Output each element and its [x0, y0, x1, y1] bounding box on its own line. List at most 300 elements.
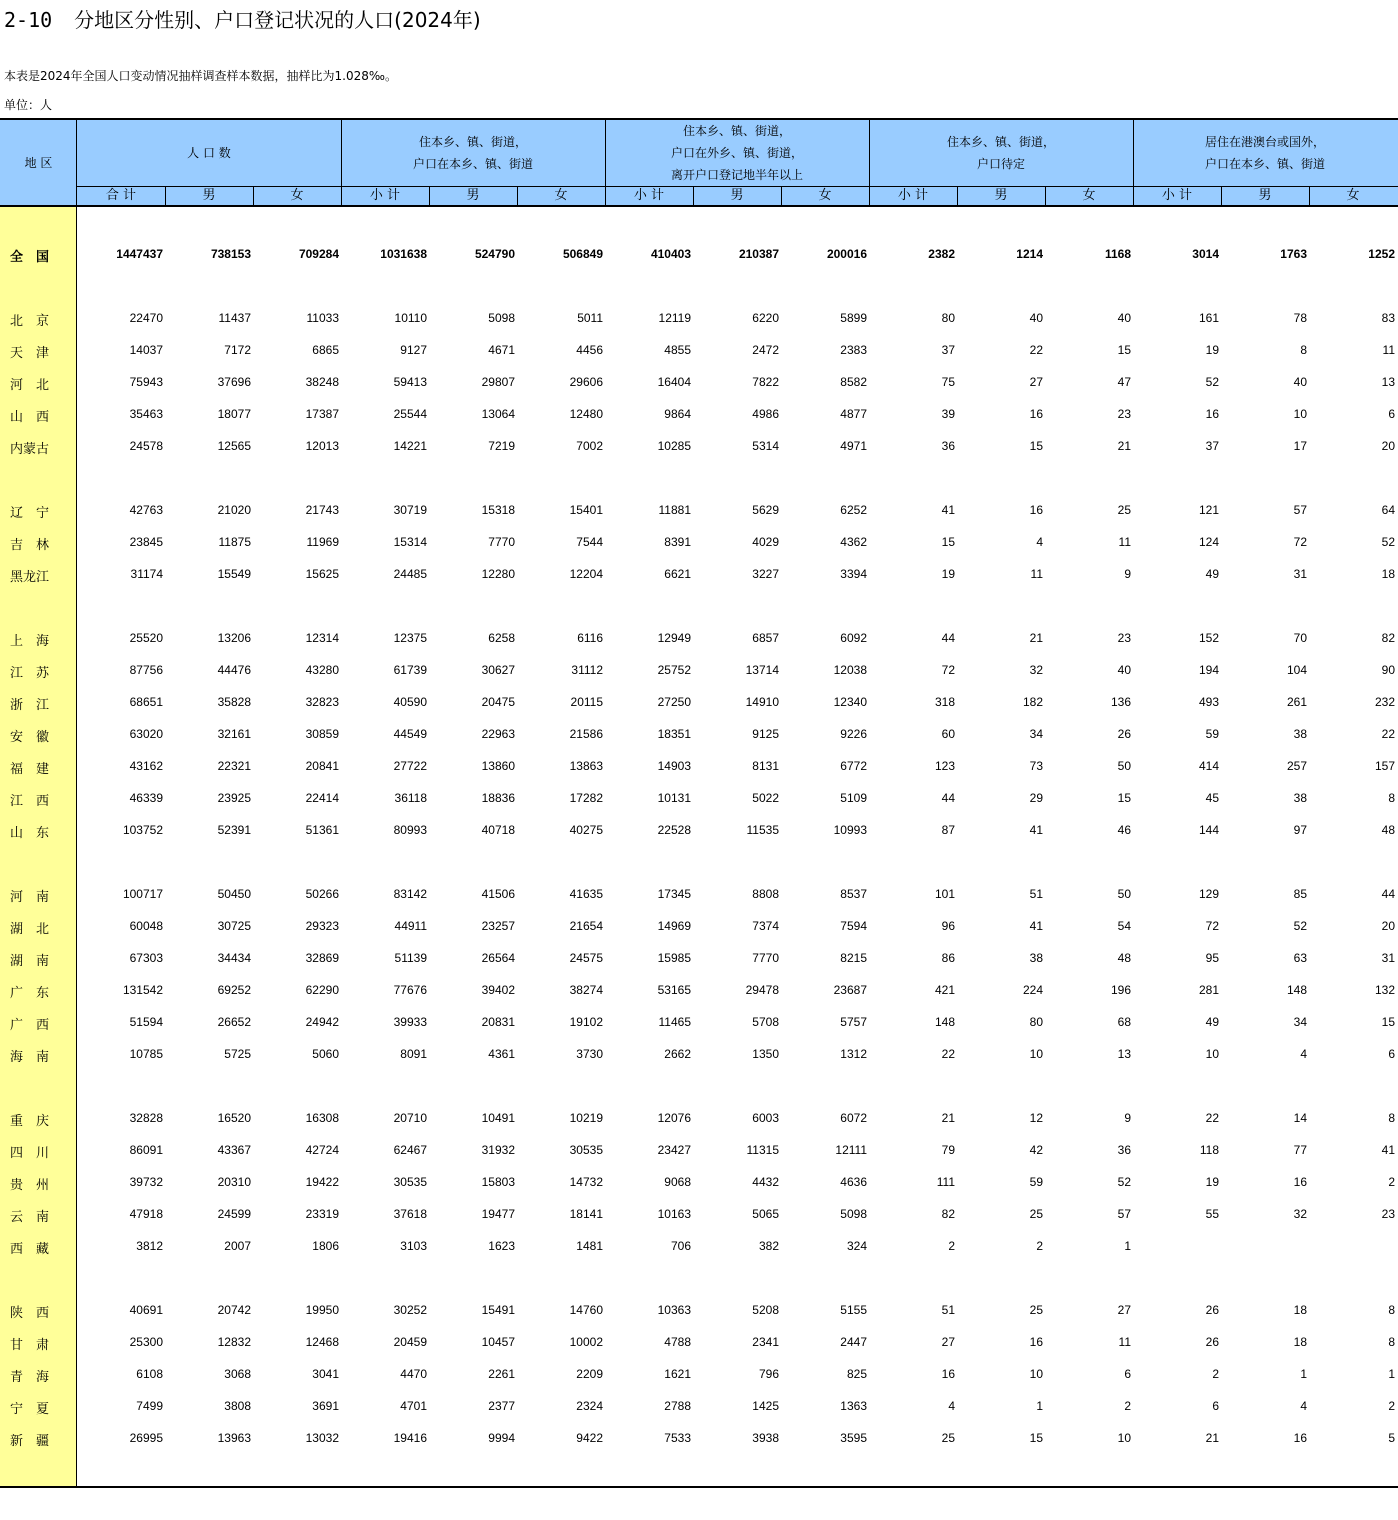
group-header-line: 住本乡、镇、街道， [946, 135, 1055, 149]
table-cell: 4788 [664, 1335, 691, 1349]
table-cell: 46 [1117, 823, 1131, 837]
table-cell: 8131 [752, 759, 779, 773]
table-cell: 1425 [752, 1399, 779, 1413]
table-cell: 13860 [481, 759, 515, 773]
region-name: 河 南 [10, 890, 50, 905]
table-cell: 23687 [833, 983, 867, 997]
table-cell: 27722 [393, 759, 427, 773]
table-cell: 3812 [136, 1239, 163, 1253]
table-cell: 196 [1110, 983, 1131, 997]
table-cell: 46339 [129, 791, 163, 805]
table-cell: 12565 [217, 439, 251, 453]
table-cell: 41 [1381, 1143, 1395, 1157]
region-name: 广 东 [10, 986, 50, 1001]
subheader-total: 小 计 [633, 188, 665, 203]
group-header-line: 离开户口登记地半年以上 [670, 168, 803, 182]
subheader-total: 小 计 [1161, 188, 1193, 203]
table-cell: 39933 [393, 1015, 427, 1029]
table-cell: 34434 [217, 951, 251, 965]
title-number: 2-10 [4, 8, 53, 32]
region-name: 黑龙江 [10, 570, 50, 585]
group-header-line: 居住在港澳台或国外， [1204, 135, 1325, 149]
table-cell: 16520 [217, 1111, 251, 1125]
table-cell: 19950 [305, 1303, 339, 1317]
table-cell: 5065 [752, 1207, 779, 1221]
table-cell: 9422 [576, 1431, 603, 1445]
table-cell: 25 [1029, 1207, 1043, 1221]
table-cell: 52 [1205, 375, 1219, 389]
table-cell: 32161 [217, 727, 251, 741]
table-cell: 40 [1029, 311, 1043, 325]
table-cell: 1031638 [380, 247, 427, 261]
table-cell: 44476 [217, 663, 251, 677]
table-cell: 131542 [122, 983, 163, 997]
table-cell: 31174 [130, 567, 163, 581]
table-cell: 1763 [1280, 247, 1307, 261]
table-cell: 18077 [217, 407, 251, 421]
table-cell: 29478 [745, 983, 779, 997]
group-header [1133, 120, 1397, 186]
table-cell: 23257 [481, 919, 515, 933]
table-cell: 2 [948, 1239, 955, 1253]
table-cell: 39402 [481, 983, 515, 997]
table-cell: 11969 [306, 535, 339, 549]
table-cell: 15 [1029, 439, 1043, 453]
region-column [0, 207, 77, 1486]
table-cell: 5757 [840, 1015, 867, 1029]
table-cell: 23 [1117, 407, 1131, 421]
table-cell: 6865 [312, 343, 339, 357]
table-cell: 18351 [657, 727, 691, 741]
region-name: 四 川 [10, 1146, 50, 1161]
table-cell: 41506 [481, 887, 515, 901]
table-cell: 62290 [305, 983, 339, 997]
region-name: 云 南 [10, 1210, 50, 1225]
table-cell: 26 [1117, 727, 1131, 741]
table-cell: 13064 [481, 407, 515, 421]
table-cell: 12119 [658, 311, 691, 325]
table-cell: 493 [1198, 695, 1219, 709]
table-cell: 12 [1029, 1111, 1043, 1125]
table-cell: 6003 [752, 1111, 779, 1125]
table-cell: 5708 [752, 1015, 779, 1029]
table-cell: 64 [1381, 503, 1395, 517]
table-cell: 43162 [129, 759, 163, 773]
table-cell: 15625 [305, 567, 339, 581]
table-cell: 62467 [393, 1143, 427, 1157]
table-cell: 12375 [393, 631, 427, 645]
table-cell: 16 [1029, 503, 1043, 517]
table-cell: 44 [1381, 887, 1395, 901]
table-cell: 26564 [481, 951, 515, 965]
table-cell: 8537 [840, 887, 867, 901]
table-cell: 21020 [217, 503, 251, 517]
table-cell: 10131 [657, 791, 691, 805]
table-cell: 31 [1381, 951, 1395, 965]
table-cell: 706 [670, 1239, 691, 1253]
table-cell: 68651 [129, 695, 163, 709]
table-cell: 2472 [752, 343, 779, 357]
table-cell: 27 [941, 1335, 955, 1349]
table-cell: 4986 [752, 407, 779, 421]
region-name: 安 徽 [10, 730, 50, 745]
table-cell: 14760 [569, 1303, 603, 1317]
subheader-female: 女 [1082, 188, 1096, 203]
table-cell: 10163 [657, 1207, 691, 1221]
table-cell: 20831 [481, 1015, 515, 1029]
table-cell: 2 [1388, 1175, 1395, 1189]
table-cell: 15 [1029, 1431, 1043, 1445]
table-cell: 59413 [393, 375, 427, 389]
table-cell: 15549 [217, 567, 251, 581]
table-cell: 77676 [393, 983, 427, 997]
region-name: 吉 林 [10, 538, 50, 553]
table-cell: 78 [1293, 311, 1307, 325]
region-name: 海 南 [10, 1050, 50, 1065]
table-cell: 67303 [129, 951, 163, 965]
table-cell: 16 [1293, 1431, 1307, 1445]
table-cell: 6 [1212, 1399, 1219, 1413]
table-cell: 31 [1293, 567, 1307, 581]
table-cell: 35463 [129, 407, 163, 421]
table-cell: 10 [1029, 1367, 1043, 1381]
subheader-divider-v [693, 186, 694, 205]
table-cell: 148 [1286, 983, 1307, 997]
table-cell: 19422 [305, 1175, 339, 1189]
table-cell: 2788 [664, 1399, 691, 1413]
table-cell: 59 [1029, 1175, 1043, 1189]
table-cell: 100717 [122, 887, 163, 901]
table-cell: 23 [1381, 1207, 1395, 1221]
table-cell: 18 [1293, 1335, 1307, 1349]
table-cell: 11 [1118, 1335, 1131, 1349]
table-cell: 15 [1117, 791, 1131, 805]
subheader-female: 女 [1346, 188, 1360, 203]
table-cell: 10491 [481, 1111, 515, 1125]
table-cell: 14037 [129, 343, 163, 357]
table-cell: 3014 [1192, 247, 1219, 261]
table-cell: 22321 [217, 759, 251, 773]
table-cell: 82 [1381, 631, 1395, 645]
table-cell: 261 [1286, 695, 1307, 709]
table-cell: 7544 [576, 535, 603, 549]
table-cell: 30535 [569, 1143, 603, 1157]
table-cell: 9125 [752, 727, 779, 741]
table-cell: 2209 [576, 1367, 603, 1381]
table-cell: 87756 [129, 663, 163, 677]
table-cell: 17282 [569, 791, 603, 805]
table-cell: 17345 [657, 887, 691, 901]
region-name: 西 藏 [10, 1242, 50, 1257]
table-cell: 11535 [746, 823, 779, 837]
table-cell: 9864 [664, 407, 691, 421]
region-name: 辽 宁 [10, 506, 50, 521]
region-name: 全 国 [10, 250, 50, 265]
table-cell: 10993 [833, 823, 867, 837]
table-cell: 19477 [481, 1207, 515, 1221]
table-cell: 26652 [217, 1015, 251, 1029]
table-cell: 12111 [835, 1143, 867, 1157]
table-cell: 144 [1198, 823, 1219, 837]
table-cell: 11 [1382, 343, 1395, 357]
region-name: 上 海 [10, 634, 50, 649]
table-cell: 25 [1029, 1303, 1043, 1317]
table-cell: 7822 [752, 375, 779, 389]
table-cell: 5098 [840, 1207, 867, 1221]
table-cell: 15 [1381, 1015, 1395, 1029]
table-cell: 111 [936, 1175, 955, 1189]
table-cell: 4361 [488, 1047, 515, 1061]
table-cell: 11875 [218, 535, 251, 549]
table-cell: 29606 [569, 375, 603, 389]
table-cell: 45 [1205, 791, 1219, 805]
table-cell: 524790 [474, 247, 515, 261]
table-cell: 8 [1388, 1303, 1395, 1317]
table-cell: 90 [1381, 663, 1395, 677]
group-header-line: 户口在本乡、镇、街道 [1204, 157, 1325, 171]
table-cell: 6108 [136, 1367, 163, 1381]
table-cell: 7219 [488, 439, 515, 453]
table-cell: 20475 [481, 695, 515, 709]
table-cell: 86091 [129, 1143, 163, 1157]
table-cell: 2662 [664, 1047, 691, 1061]
table-cell: 8582 [840, 375, 867, 389]
table-cell: 19102 [569, 1015, 603, 1029]
table-cell: 22 [1029, 343, 1043, 357]
table-cell: 42763 [129, 503, 163, 517]
table-cell: 8215 [840, 951, 867, 965]
table-cell: 51594 [129, 1015, 163, 1029]
table-cell: 21 [1205, 1431, 1219, 1445]
table-cell: 30719 [393, 503, 427, 517]
table-cell: 32869 [305, 951, 339, 965]
table-cell: 52 [1381, 535, 1395, 549]
table-cell: 1806 [312, 1239, 339, 1253]
table-cell: 15314 [393, 535, 427, 549]
table-cell: 75 [941, 375, 955, 389]
subheader-divider-v [1221, 186, 1222, 205]
subheader-female: 女 [554, 188, 568, 203]
group-header-line: 人 口 数 [187, 146, 231, 160]
table-cell: 50266 [305, 887, 339, 901]
table-cell: 1 [1124, 1239, 1131, 1253]
table-cell: 19 [1205, 1175, 1219, 1189]
table-cell: 15 [941, 535, 955, 549]
table-cell: 5 [1388, 1431, 1395, 1445]
table-cell: 7002 [576, 439, 603, 453]
group-header-line: 住本乡、镇、街道， [682, 124, 791, 138]
table-cell: 5155 [840, 1303, 867, 1317]
table-cell: 42 [1029, 1143, 1043, 1157]
table-cell: 61739 [393, 663, 427, 677]
table-cell: 23319 [305, 1207, 339, 1221]
table-cell: 8391 [664, 535, 691, 549]
table-cell: 59 [1205, 727, 1219, 741]
table-cell: 73 [1029, 759, 1043, 773]
page-title [4, 4, 481, 33]
table-cell: 14969 [657, 919, 691, 933]
table-cell: 52391 [217, 823, 251, 837]
table-cell: 15318 [481, 503, 515, 517]
table-cell: 1350 [752, 1047, 779, 1061]
table-cell: 1447437 [116, 247, 163, 261]
subheader-female: 女 [818, 188, 832, 203]
table-cell: 8 [1300, 343, 1307, 357]
table-cell: 26995 [129, 1431, 163, 1445]
table-cell: 70 [1293, 631, 1307, 645]
table-cell: 1363 [840, 1399, 867, 1413]
table-cell: 4 [1036, 535, 1043, 549]
table-cell: 11881 [658, 503, 691, 517]
table-cell: 3808 [224, 1399, 251, 1413]
table-cell: 15985 [657, 951, 691, 965]
table-cell: 324 [846, 1239, 867, 1253]
table-cell: 16 [941, 1367, 955, 1381]
table-cell: 21743 [305, 503, 339, 517]
table-cell: 4029 [752, 535, 779, 549]
table-cell: 25752 [657, 663, 691, 677]
table-cell: 421 [934, 983, 955, 997]
table-cell: 22 [1205, 1111, 1219, 1125]
table-cell: 37618 [393, 1207, 427, 1221]
table-cell: 318 [934, 695, 955, 709]
table-cell: 3227 [752, 567, 779, 581]
table-cell: 5060 [312, 1047, 339, 1061]
table-cell: 10110 [394, 311, 427, 325]
table-cell: 36 [1117, 1143, 1131, 1157]
table-cell: 41635 [569, 887, 603, 901]
table-cell: 10002 [569, 1335, 603, 1349]
table-cell: 24485 [393, 567, 427, 581]
table-cell: 1 [1036, 1399, 1043, 1413]
region-name: 江 西 [10, 794, 50, 809]
table-cell: 83142 [393, 887, 427, 901]
table-cell: 13206 [217, 631, 251, 645]
table-cell: 12340 [833, 695, 867, 709]
table-cell: 7374 [752, 919, 779, 933]
group-header-line: 户口在本乡、镇、街道 [412, 157, 533, 171]
table-cell: 12204 [569, 567, 603, 581]
region-name: 河 北 [10, 378, 50, 393]
table-cell: 63020 [129, 727, 163, 741]
table-cell: 5098 [488, 311, 515, 325]
group-header [869, 120, 1133, 186]
table-cell: 32823 [305, 695, 339, 709]
table-cell: 4877 [840, 407, 867, 421]
table-cell: 10 [1029, 1047, 1043, 1061]
table-cell: 32828 [129, 1111, 163, 1125]
table-cell: 103752 [122, 823, 163, 837]
table-cell: 30859 [305, 727, 339, 741]
table-cell: 40691 [129, 1303, 163, 1317]
region-name: 广 西 [10, 1018, 50, 1033]
table-cell: 8091 [400, 1047, 427, 1061]
table-cell: 17387 [305, 407, 339, 421]
table-cell: 7770 [752, 951, 779, 965]
table-cell: 5629 [752, 503, 779, 517]
table-cell: 2447 [840, 1335, 867, 1349]
table-cell: 23 [1117, 631, 1131, 645]
table-cell: 6220 [752, 311, 779, 325]
subheader-divider-v [253, 186, 254, 205]
table-cell: 13032 [305, 1431, 339, 1445]
table-cell: 24578 [129, 439, 163, 453]
table-cell: 21 [1117, 439, 1131, 453]
table-cell: 49 [1205, 1015, 1219, 1029]
table-cell: 20841 [305, 759, 339, 773]
subheader-total: 小 计 [369, 188, 401, 203]
table-cell: 132 [1374, 983, 1395, 997]
table-cell: 11 [1118, 535, 1131, 549]
table-cell: 3730 [576, 1047, 603, 1061]
table-cell: 25 [1117, 503, 1131, 517]
table-cell: 18 [1293, 1303, 1307, 1317]
table-cell: 20710 [393, 1111, 427, 1125]
table-cell: 11465 [658, 1015, 691, 1029]
table-cell: 47 [1117, 375, 1131, 389]
table-cell: 79 [941, 1143, 955, 1157]
table-cell: 29 [1029, 791, 1043, 805]
table-cell: 6116 [577, 631, 603, 645]
table-cell: 23845 [129, 535, 163, 549]
table-cell: 4456 [576, 343, 603, 357]
table-cell: 40 [1293, 375, 1307, 389]
table-cell: 13 [1381, 375, 1395, 389]
table-cell: 3103 [400, 1239, 427, 1253]
table-cell: 12038 [833, 663, 867, 677]
table-cell: 4971 [840, 439, 867, 453]
table-cell: 25 [941, 1431, 955, 1445]
table-cell: 44911 [394, 919, 427, 933]
table-cell: 24599 [217, 1207, 251, 1221]
table-cell: 38 [1029, 951, 1043, 965]
region-header: 地 区 [24, 155, 53, 170]
table-cell: 26 [1205, 1335, 1219, 1349]
table-cell: 39732 [129, 1175, 163, 1189]
region-name: 天 津 [10, 346, 50, 361]
table-cell: 38248 [305, 375, 339, 389]
table-cell: 41 [1029, 823, 1043, 837]
table-cell: 57 [1293, 503, 1307, 517]
table-cell: 16 [1205, 407, 1219, 421]
table-cell: 40 [1117, 311, 1131, 325]
table-cell: 14732 [569, 1175, 603, 1189]
table-cell: 83 [1381, 311, 1395, 325]
table-cell: 4671 [488, 343, 515, 357]
table-cell: 53165 [657, 983, 691, 997]
table-cell: 16 [1029, 407, 1043, 421]
table-cell: 39 [941, 407, 955, 421]
table-cell: 506849 [562, 247, 603, 261]
table-cell: 224 [1022, 983, 1043, 997]
table-cell: 18141 [569, 1207, 603, 1221]
subheader-male: 男 [1258, 188, 1272, 203]
region-name: 浙 江 [10, 698, 50, 713]
table-cell: 124 [1198, 535, 1219, 549]
group-header [341, 120, 605, 186]
table-cell: 32 [1029, 663, 1043, 677]
table-cell: 40 [1117, 663, 1131, 677]
table-cell: 86 [941, 951, 955, 965]
table-cell: 152 [1198, 631, 1219, 645]
table-cell: 13863 [569, 759, 603, 773]
table-cell: 2 [1036, 1239, 1043, 1253]
table-cell: 232 [1374, 695, 1395, 709]
table-cell: 1214 [1016, 247, 1043, 261]
table-cell: 382 [758, 1239, 779, 1253]
table-cell: 5725 [224, 1047, 251, 1061]
table-cell: 6 [1388, 407, 1395, 421]
